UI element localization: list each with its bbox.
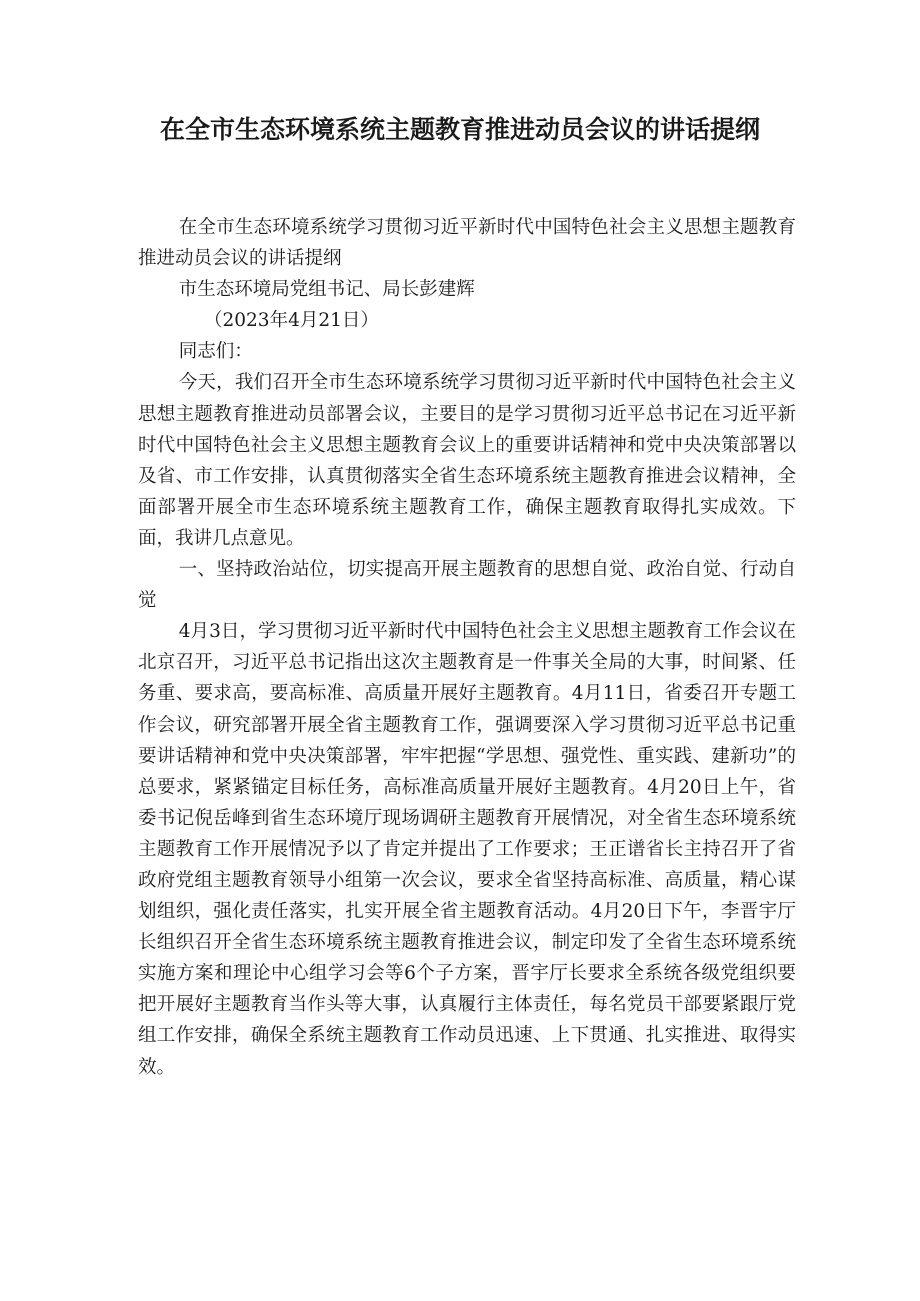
document-title: 在全市生态环境系统主题教育推进动员会议的讲话提纲 [160,115,761,144]
speaker-line: 市生态环境局党组书记、局长彭建辉 [178,279,475,301]
section-one-heading: 一、坚持政治站位，切实提高开展主题教育的思想自觉、政治自觉、行动自觉 [138,559,796,612]
document-body [138,212,796,1083]
greeting-line: 同志们： [178,341,253,363]
subtitle-paragraph: 在全市生态环境系统学习贯彻习近平新时代中国特色社会主义思想主题教育推进动员会议的讲话提纲 [138,217,796,270]
intro-paragraph: 今天，我们召开全市生态环境系统学习贯彻习近平新时代中国特色社会主义思想主题教育推进动员部署会议，主要目的是学习贯彻习近平总书记在习近平新时代中国特色社会主义思想主题教育会议上的重要讲话精神和党中央决策部署以及省、市工作安排，认真贯彻落实全省生态环境系统主题教育推进会议精神，全面部署开展全市生态环境系统主题教育工作，确保主题教育取得扎实成效。下面，我讲几点意见。 [138,372,796,549]
date-line: （2023年4月21日） [204,310,379,332]
section-one-body: 4月3日，学习贯彻习近平新时代中国特色社会主义思想主题教育工作会议在北京召开，习近平总书记指出这次主题教育是一件事关全局的大事，时间紧、任务重、要求高，要高标准、高质量开展好主题教育。4月11日，省委召开专题工作会议，研究部署开展全省主题教育工作，强调要深入学习贯彻习近平总书记重要讲话精神和党中央决策部署，牢牢把握“学思想、强党性、重实践、建新功”的总要求，紧紧锚定目标任务，高标准高质量开展好主题教育。4月20日上午，省委书记倪岳峰到省生态环境厅现场调研主题教育开展情况，对全省生态环境系统主题教育工作开展情况予以了肯定并提出了工作要求；王正谱省长主持召开了省政府党组主题教育领导小组第一次会议，要求全省坚持高标准、高质量，精心谋划组织，强化责任落实，扎实开展全省主题教育活动。4月20日下午，李晋宇厅长组织召开全省生态环境系统主题教育推进会议，制定印发了全省生态环境系统实施方案和理论中心组学习会等6个子方案，晋宇厅长要求全系统各级党组织要把开展好主题教育当作头等大事，认真履行主体责任，每名党员干部要紧跟厅党组工作安排，确保全系统主题教育工作动员迅速、上下贯通、扎实推进、取得实效。 [138,621,796,1078]
